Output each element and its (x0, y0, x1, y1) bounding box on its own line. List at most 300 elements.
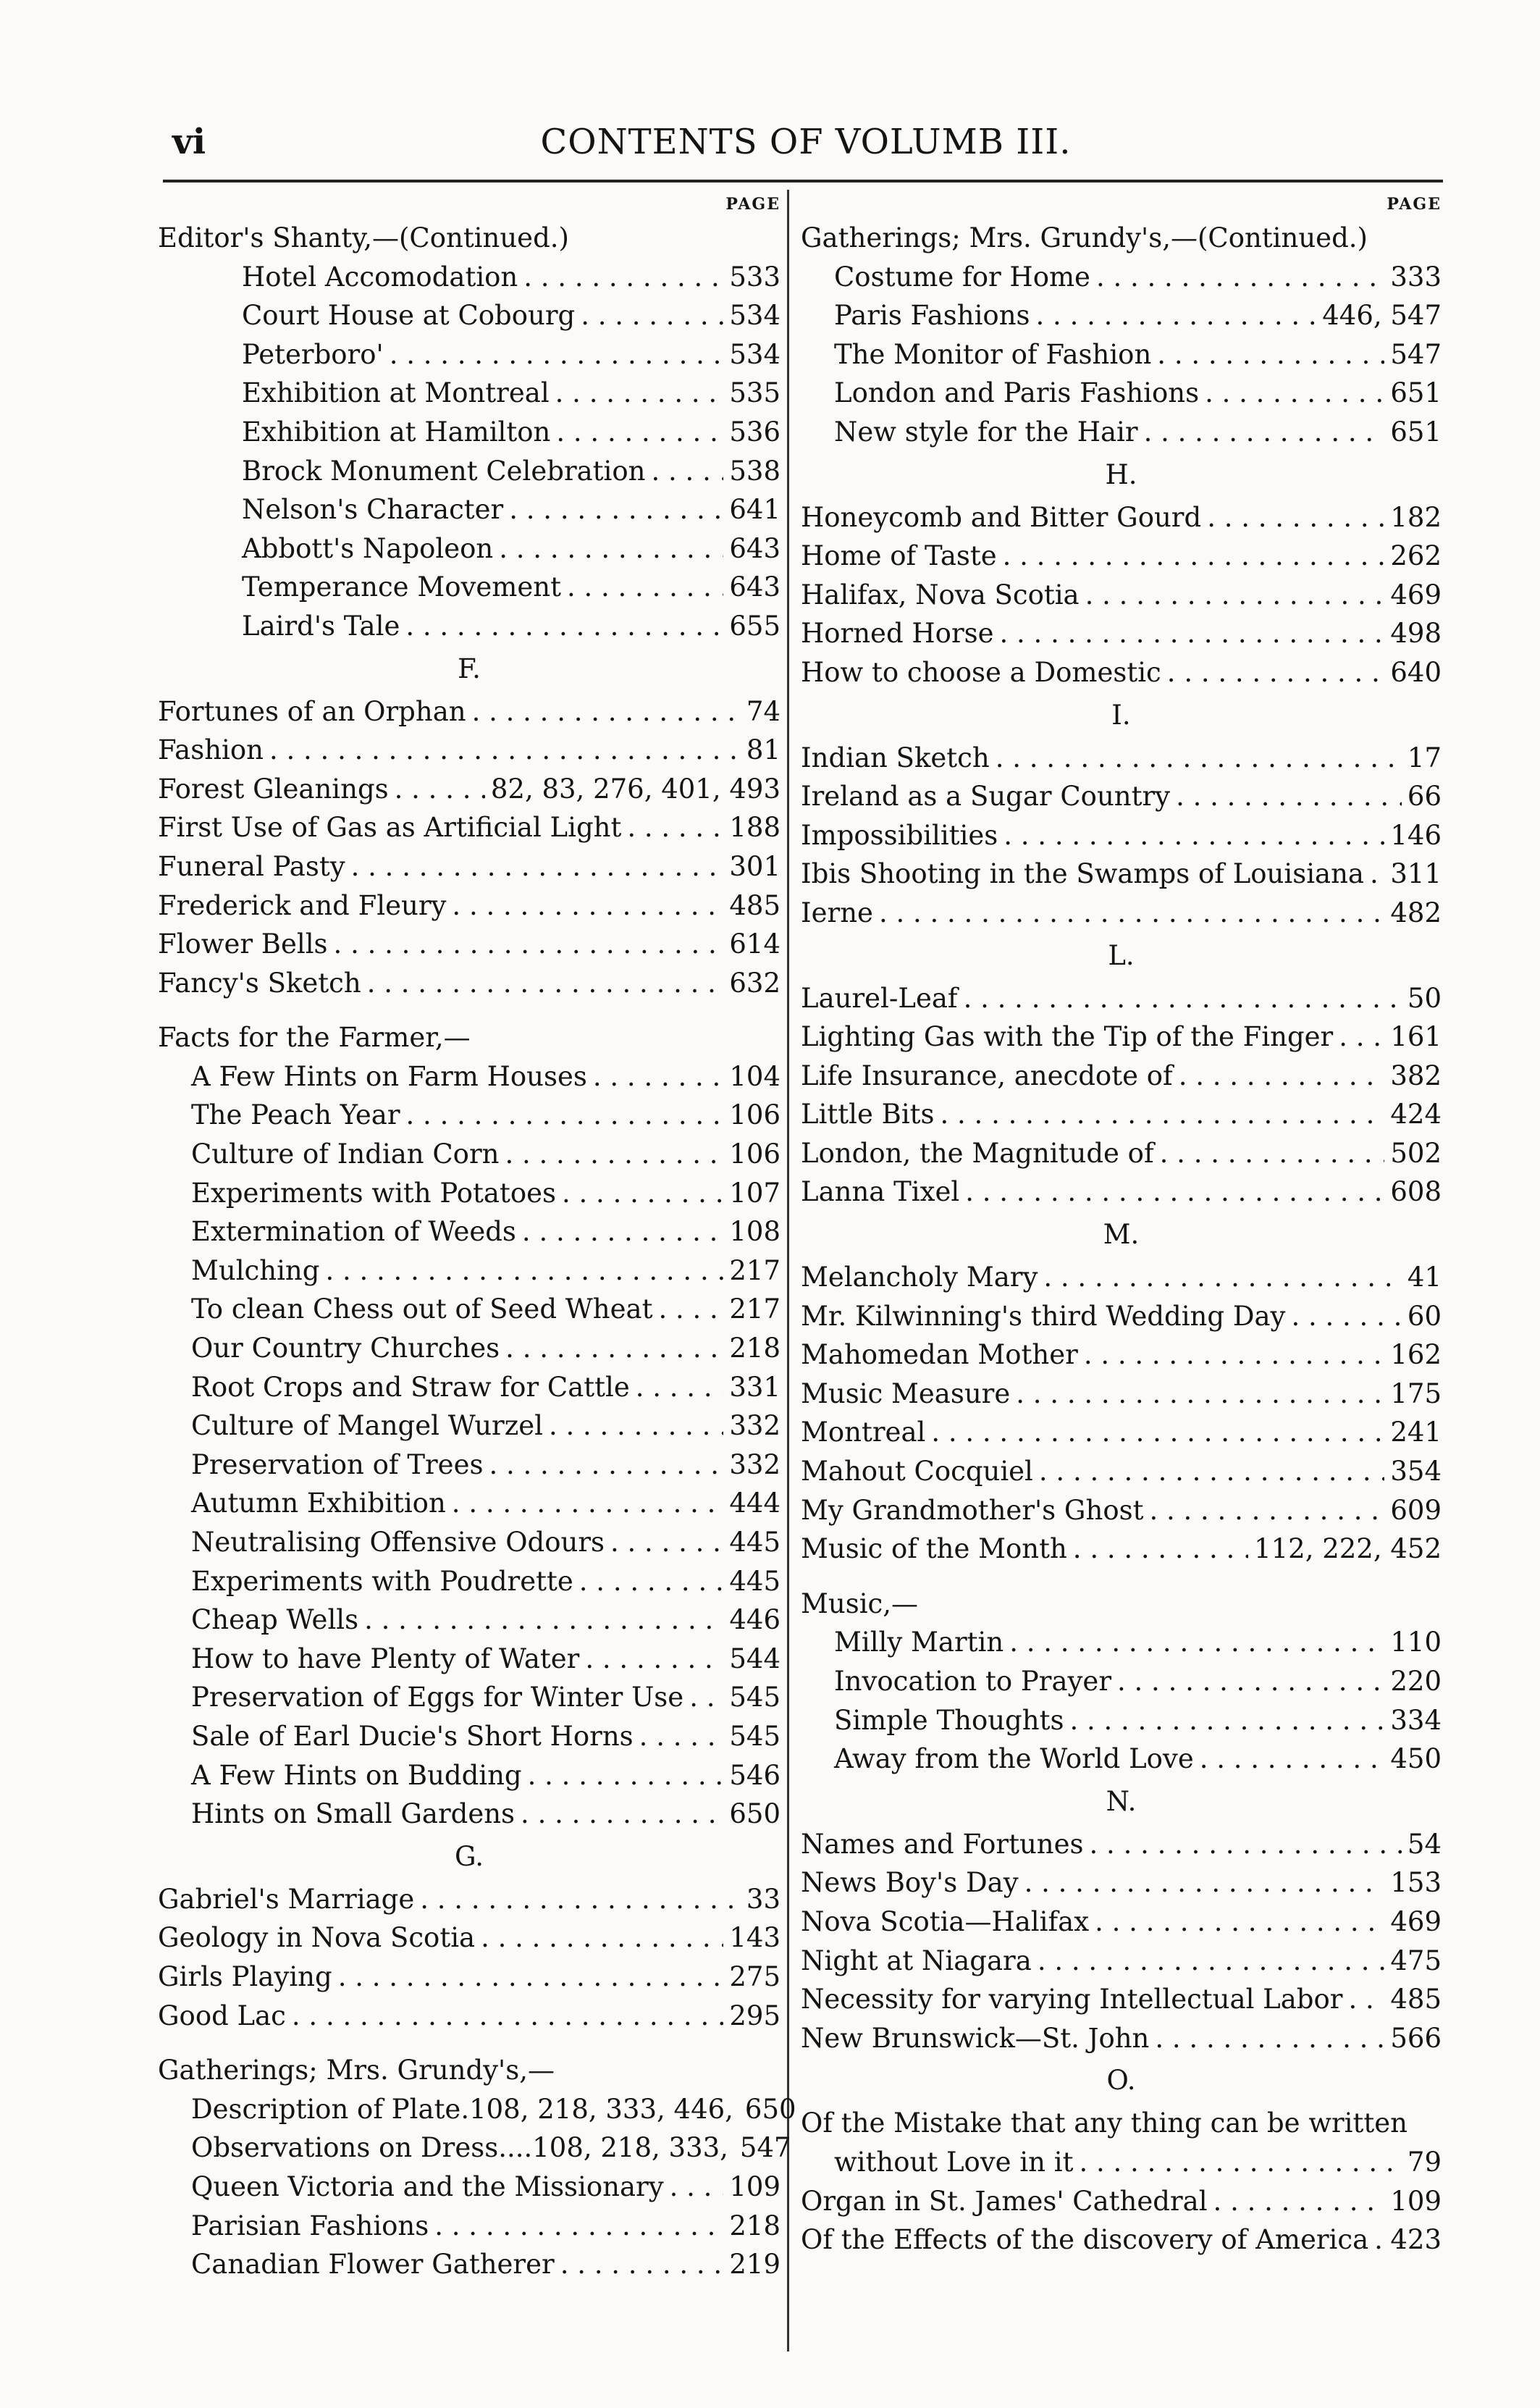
entry-title: News Boy's Day (801, 1867, 1019, 1899)
toc-entry (801, 296, 1442, 335)
entry-title: Root Crops and Straw for Cattle (191, 1371, 630, 1403)
dot-leader (879, 894, 1384, 933)
entry-page-number: 146 (1390, 819, 1442, 851)
toc-entry (158, 452, 780, 491)
entry-page-number: 333 (1390, 261, 1442, 293)
entry-page-number: 538 (729, 455, 780, 487)
running-header (172, 122, 1439, 165)
entry-page-number: 109 (1390, 2185, 1442, 2217)
toc-entry (158, 1997, 780, 2036)
toc-entry (801, 816, 1442, 855)
entry-title: Mahout Cocquiel (801, 1456, 1033, 1488)
entry-title: Melancholy Mary (801, 1262, 1038, 1293)
entry-title: Exhibition at Hamilton (242, 416, 551, 448)
dot-leader (509, 490, 723, 529)
toc-entry (158, 1562, 780, 1601)
toc-entry (158, 1640, 780, 1679)
entry-title: Paris Fashions (834, 300, 1030, 332)
toc-entry (801, 2220, 1442, 2260)
entry-title: Invocation to Prayer (834, 1666, 1112, 1697)
toc-entry (801, 1375, 1442, 1414)
toc-entry (158, 808, 780, 847)
dot-leader (931, 1413, 1384, 1452)
entry-page-number: 106 (729, 1099, 780, 1131)
dot-leader (1090, 1825, 1402, 1864)
page-number: vi (172, 122, 206, 162)
entry-title: A Few Hints on Budding (191, 1759, 522, 1791)
dot-leader (406, 1096, 724, 1135)
dot-leader (1213, 2182, 1385, 2221)
dot-leader (1069, 1701, 1384, 1740)
entry-page-number: 446 (729, 1604, 780, 1636)
dot-leader (452, 1484, 724, 1523)
entry-title: Music,— (801, 1587, 919, 1619)
toc-entry (158, 568, 780, 607)
entry-title: Costume for Home (834, 261, 1090, 293)
section-letter: M. (1103, 1219, 1140, 1251)
toc-entry (801, 1740, 1442, 1779)
dot-leader (481, 1918, 723, 1958)
dot-leader (405, 607, 723, 646)
toc-entry (158, 1368, 780, 1407)
entry-title: Funeral Pasty (158, 850, 345, 882)
entry-title: Observations on Dress....108, 218, 333, (191, 2132, 728, 2164)
entry-title: London, the Magnitude of (801, 1137, 1154, 1169)
contents-column-right (801, 190, 1442, 2260)
toc-entry (801, 1980, 1442, 2019)
dot-leader (1291, 1297, 1401, 1336)
toc-entry (801, 1942, 1442, 1981)
entry-title: Fancy's Sketch (158, 967, 361, 999)
dot-leader (996, 739, 1402, 778)
entry-title: Autumn Exhibition (191, 1488, 446, 1519)
dot-leader (472, 692, 741, 731)
toc-entry (158, 1251, 780, 1291)
toc-entry (158, 490, 780, 529)
toc-entry (158, 1523, 780, 1562)
dot-leader (1157, 335, 1384, 374)
entry-page-number: 60 (1407, 1300, 1442, 1332)
entry-page-number: 545 (729, 1720, 780, 1752)
toc-entry (801, 979, 1442, 1018)
entry-page-number: 331 (729, 1371, 780, 1403)
dot-leader (367, 964, 724, 1003)
entry-page-number: 81 (746, 734, 780, 766)
entry-title: Culture of Mangel Wurzel (191, 1410, 543, 1442)
entry-title: The Peach Year (191, 1099, 400, 1131)
entry-page-number: 485 (1390, 1984, 1442, 2015)
entry-page-number: 241 (1390, 1417, 1442, 1448)
entry-title: How to have Plenty of Water (191, 1643, 580, 1674)
entry-title: Ireland as a Sugar Country (801, 781, 1171, 813)
dot-leader (528, 1756, 724, 1795)
dot-leader (505, 1135, 723, 1174)
toc-entry (801, 1413, 1442, 1452)
entry-title: The Monitor of Fashion (834, 338, 1152, 370)
entry-page-number: 650 (744, 2093, 796, 2125)
entry-title: My Grandmother's Ghost (801, 1494, 1144, 1526)
entry-title: Cheap Wells (191, 1604, 359, 1636)
entry-page-number: 498 (1390, 618, 1442, 650)
section-letter: G. (455, 1840, 484, 1872)
entry-title: Experiments with Potatoes (191, 1177, 556, 1209)
dot-leader (1095, 1903, 1384, 1942)
toc-entry (158, 335, 780, 374)
entry-page-number: 143 (729, 1922, 780, 1954)
toc-entry (801, 1452, 1442, 1491)
toc-entry (801, 614, 1442, 653)
dot-leader (1200, 1740, 1385, 1779)
entry-title: Description of Plate.108, 218, 333, 446, (191, 2093, 733, 2125)
entry-page-number: 547 (1390, 338, 1442, 370)
entry-page-number: 108 (729, 1216, 780, 1248)
toc-entry (801, 1903, 1442, 1942)
entry-title: Mulching (191, 1254, 320, 1286)
dot-leader (549, 1406, 723, 1446)
toc-entry (801, 1018, 1442, 1057)
toc-entry (801, 1701, 1442, 1740)
toc-entry (158, 964, 780, 1003)
entry-title: Nelson's Character (242, 494, 504, 526)
entry-page-number: 544 (729, 1643, 780, 1674)
toc-entry (158, 2168, 780, 2207)
entry-title: To clean Chess out of Seed Wheat (191, 1293, 653, 1325)
entry-page-number: 332 (729, 1448, 780, 1480)
entry-page-number: 547 (739, 2132, 791, 2164)
dot-leader (1176, 777, 1402, 816)
dot-leader (610, 1523, 723, 1562)
entry-page-number: 161 (1390, 1021, 1442, 1053)
dot-leader (941, 1095, 1385, 1134)
toc-entry (801, 739, 1442, 778)
entry-page-number: 17 (1407, 742, 1442, 773)
entry-page-number: 354 (1390, 1456, 1442, 1488)
entry-heading (801, 1585, 1442, 1624)
toc-entry (801, 777, 1442, 816)
toc-entry (158, 529, 780, 569)
entry-heading (801, 219, 1442, 258)
section-letter: I. (1111, 699, 1131, 731)
dot-leader (555, 374, 724, 413)
entry-page-number: 41 (1407, 1262, 1442, 1293)
entry-title: Ierne (801, 897, 873, 928)
entry-title: Organ in St. James' Cathedral (801, 2185, 1208, 2217)
entry-page-number: 382 (1390, 1060, 1442, 1091)
entry-page-number: 107 (729, 1177, 780, 1209)
toc-entry (158, 2128, 791, 2168)
entry-title: Our Country Churches (191, 1333, 500, 1364)
entry-page-number: 334 (1390, 1704, 1442, 1736)
dot-leader (670, 2168, 724, 2207)
dot-leader (1038, 1942, 1385, 1981)
entry-title: Gabriel's Marriage (158, 1883, 415, 1915)
entry-page-number: 546 (729, 1759, 780, 1791)
entry-title: Home of Taste (801, 540, 997, 572)
entry-title: Horned Horse (801, 618, 994, 650)
entry-page-number: 79 (1407, 2146, 1442, 2178)
entry-title: Exhibition at Montreal (242, 377, 550, 409)
entry-page-number: 469 (1390, 579, 1442, 611)
dot-leader (522, 1212, 723, 1251)
dot-leader (639, 1717, 724, 1756)
entry-text (801, 2104, 1442, 2143)
toc-entry (158, 925, 780, 964)
entry-page-number: 450 (1390, 1743, 1442, 1775)
dot-leader (1339, 1018, 1384, 1057)
entry-title: Temperance Movement (242, 571, 561, 603)
dot-leader (1000, 614, 1385, 653)
toc-entry (158, 1484, 780, 1523)
entry-page-number: 566 (1390, 2022, 1442, 2054)
entry-page-number: 153 (1390, 1867, 1442, 1899)
page-title: CONTENTS OF VOLUMB III. (540, 122, 1072, 162)
toc-entry (158, 1918, 780, 1958)
toc-entry (158, 1329, 780, 1368)
entry-title: Preservation of Eggs for Winter Use (191, 1682, 684, 1713)
entry-title: Impossibilities (801, 819, 998, 851)
entry-title: Frederick and Fleury (158, 889, 447, 921)
entry-page-number: 469 (1390, 1905, 1442, 1937)
entry-title: Milly Martin (834, 1627, 1004, 1658)
toc-entry (801, 894, 1442, 933)
entry-title: Halifax, Nova Scotia (801, 579, 1080, 611)
dot-leader (489, 1446, 723, 1485)
toc-entry (801, 855, 1442, 894)
entry-page-number: 33 (746, 1883, 780, 1915)
entry-title: Peterboro' (242, 338, 384, 370)
dot-leader (627, 808, 723, 847)
contents-column-left (158, 190, 796, 2284)
entry-page-number: 295 (729, 2000, 780, 2031)
toc-entry (801, 413, 1442, 452)
toc-entry (158, 1880, 780, 1919)
entry-title: Girls Playing (158, 1960, 332, 1992)
toc-entry (158, 1174, 780, 1213)
entry-page-number: 424 (1390, 1099, 1442, 1130)
entry-title: Of the Effects of the discovery of America (801, 2224, 1369, 2256)
entry-page-number: 74 (746, 695, 780, 727)
entry-page-number: 109 (729, 2170, 780, 2202)
dot-leader (1043, 1258, 1402, 1297)
entry-title: Montreal (801, 1417, 926, 1448)
section-letter: O. (1106, 2065, 1136, 2097)
entry-page-number: 217 (729, 1254, 780, 1286)
entry-title: Canadian Flower Gatherer (191, 2249, 555, 2281)
entry-page-number: 218 (729, 1333, 780, 1364)
entry-title: Geology in Nova Scotia (158, 1922, 476, 1954)
dot-leader (334, 925, 724, 964)
entry-title: New style for the Hair (834, 416, 1138, 448)
entry-title: Culture of Indian Corn (191, 1138, 500, 1170)
entry-page-number: 219 (729, 2249, 780, 2281)
dot-leader (338, 1958, 724, 1997)
dot-leader (965, 1172, 1384, 1212)
toc-entry (801, 1530, 1442, 1569)
entry-page-number: 609 (1390, 1494, 1442, 1526)
entry-page-number: 643 (729, 571, 780, 603)
dot-leader (1144, 413, 1385, 452)
toc-entry (158, 1756, 780, 1795)
entry-title: Court House at Cobourg (242, 300, 576, 332)
toc-entry (801, 2182, 1442, 2221)
toc-entry (801, 1623, 1442, 1662)
dot-leader (1374, 2220, 1384, 2260)
toc-entry (801, 1057, 1442, 1096)
dot-leader (1179, 1057, 1385, 1096)
entry-page-number: 66 (1407, 781, 1442, 813)
dot-leader (560, 2245, 724, 2284)
entry-page-number: 641 (729, 494, 780, 526)
dot-leader (395, 770, 485, 809)
entry-page-number: 301 (729, 850, 780, 882)
toc-entry (158, 2090, 796, 2129)
entry-title: without Love in it (834, 2146, 1074, 2178)
entry-page-number: 106 (729, 1138, 780, 1170)
entry-page-number: 182 (1390, 501, 1442, 533)
dot-leader (1149, 1491, 1384, 1530)
toc-entry (158, 2245, 780, 2284)
entry-page-number: 534 (729, 338, 780, 370)
entry-page-number: 311 (1390, 858, 1442, 890)
entry-page-number: 445 (729, 1527, 780, 1558)
dot-leader (499, 529, 723, 569)
toc-entry (801, 576, 1442, 615)
spacer (801, 1569, 1442, 1585)
entry-heading (158, 219, 780, 258)
entry-page-number: 485 (729, 889, 780, 921)
dot-leader (1039, 1452, 1384, 1491)
toc-entry (158, 1446, 780, 1485)
toc-entry (801, 1335, 1442, 1375)
entry-page-number: 482 (1390, 897, 1442, 928)
entry-title: Lanna Tixel (801, 1176, 960, 1208)
toc-entry (158, 847, 780, 886)
entry-title: Gatherings; Mrs. Grundy's,— (158, 2055, 555, 2086)
entry-title: Laird's Tale (242, 610, 400, 642)
entry-title: Abbott's Napoleon (242, 532, 494, 564)
toc-entry (158, 1212, 780, 1251)
toc-entry (158, 1958, 780, 1997)
toc-entry (158, 770, 780, 809)
toc-entry (158, 731, 780, 770)
section-letter: N. (1106, 1785, 1137, 1817)
entry-page-number: 188 (729, 812, 780, 844)
entry-title: Brock Monument Celebration (242, 455, 646, 487)
dot-leader (269, 731, 741, 770)
entry-title: Facts for the Farmer,— (158, 1022, 471, 1054)
entry-page-number: 536 (729, 416, 780, 448)
dot-leader (1073, 1530, 1248, 1569)
toc-entry (801, 335, 1442, 374)
entry-title: Honeycomb and Bitter Gourd (801, 501, 1202, 533)
toc-entry (801, 653, 1442, 692)
column-divider (787, 190, 789, 2352)
entry-list-right (801, 219, 1442, 2260)
entry-title: Music Measure (801, 1377, 1011, 1409)
toc-entry (158, 1717, 780, 1756)
toc-entry (801, 1863, 1442, 1903)
toc-entry (801, 1134, 1442, 1173)
dot-leader (1003, 537, 1385, 576)
entry-title: Gatherings; Mrs. Grundy's,—(Continued.) (801, 222, 1368, 253)
dot-leader (325, 1251, 723, 1291)
dot-leader (390, 335, 724, 374)
dot-leader (1036, 296, 1317, 335)
toc-entry (158, 1135, 780, 1174)
dot-leader (505, 1329, 723, 1368)
dot-leader (562, 1174, 723, 1213)
header-rule (163, 180, 1443, 183)
dot-leader (567, 568, 723, 607)
entry-page-number: 217 (729, 1293, 780, 1325)
toc-entry (801, 1825, 1442, 1864)
entry-page-number: 218 (729, 2210, 780, 2241)
entry-page-number: 651 (1390, 416, 1442, 448)
entry-page-number: 608 (1390, 1176, 1442, 1208)
entry-list-left (158, 219, 796, 2284)
entry-title: Of the Mistake that any thing can be written (801, 2107, 1408, 2139)
entry-title: Hints on Small Gardens (191, 1798, 516, 1830)
toc-entry (801, 537, 1442, 576)
entry-title: Fortunes of an Orphan (158, 695, 466, 727)
entry-title: Night at Niagara (801, 1945, 1032, 1976)
entry-page-number: 475 (1390, 1945, 1442, 1976)
dot-leader (1155, 2019, 1384, 2058)
toc-entry (158, 607, 780, 646)
dot-leader (1207, 498, 1384, 537)
entry-title: Music of the Month (801, 1533, 1067, 1565)
dot-leader (1016, 1375, 1384, 1414)
entry-title: Good Lac (158, 2000, 286, 2031)
dot-leader (585, 1640, 723, 1679)
section-letter: H. (1105, 458, 1137, 490)
entry-title: Life Insurance, anecdote of (801, 1060, 1173, 1091)
entry-page-number: 444 (729, 1488, 780, 1519)
entry-title: Extermination of Weeds (191, 1216, 516, 1248)
entry-page-number: 262 (1390, 540, 1442, 572)
entry-page-number: 275 (729, 1960, 780, 1992)
entry-heading (158, 1018, 780, 1057)
dot-leader (1205, 374, 1384, 413)
toc-entry (801, 2143, 1442, 2182)
toc-entry (158, 374, 780, 413)
toc-entry (801, 1095, 1442, 1134)
section-letter: L. (1108, 939, 1135, 971)
entry-title: Forest Gleanings (158, 773, 389, 805)
dot-leader (556, 413, 723, 452)
section-letter: F. (458, 653, 481, 684)
entry-title: Experiments with Poudrette (191, 1565, 573, 1597)
entry-title: Laurel-Leaf (801, 982, 958, 1014)
entry-title: Indian Sketch (801, 742, 990, 773)
entry-page-number: 220 (1390, 1666, 1442, 1697)
toc-entry (801, 258, 1442, 297)
dot-leader (364, 1601, 723, 1640)
entry-page-number: 54 (1407, 1828, 1442, 1860)
entry-page-number: 534 (729, 300, 780, 332)
entry-title: Away from the World Love (834, 1743, 1194, 1775)
entry-title: Sale of Earl Ducie's Short Horns (191, 1720, 634, 1752)
page-column-label: PAGE (1387, 195, 1442, 214)
entry-title: London and Paris Fashions (834, 377, 1200, 409)
entry-title: Lighting Gas with the Tip of the Finger (801, 1021, 1334, 1053)
dot-leader (292, 1997, 723, 2036)
dot-leader (1084, 1335, 1385, 1375)
entry-title: Simple Thoughts (834, 1704, 1064, 1736)
entry-title: Parisian Fashions (191, 2210, 429, 2241)
entry-page-number: 104 (729, 1060, 780, 1092)
dot-leader (1085, 576, 1385, 615)
